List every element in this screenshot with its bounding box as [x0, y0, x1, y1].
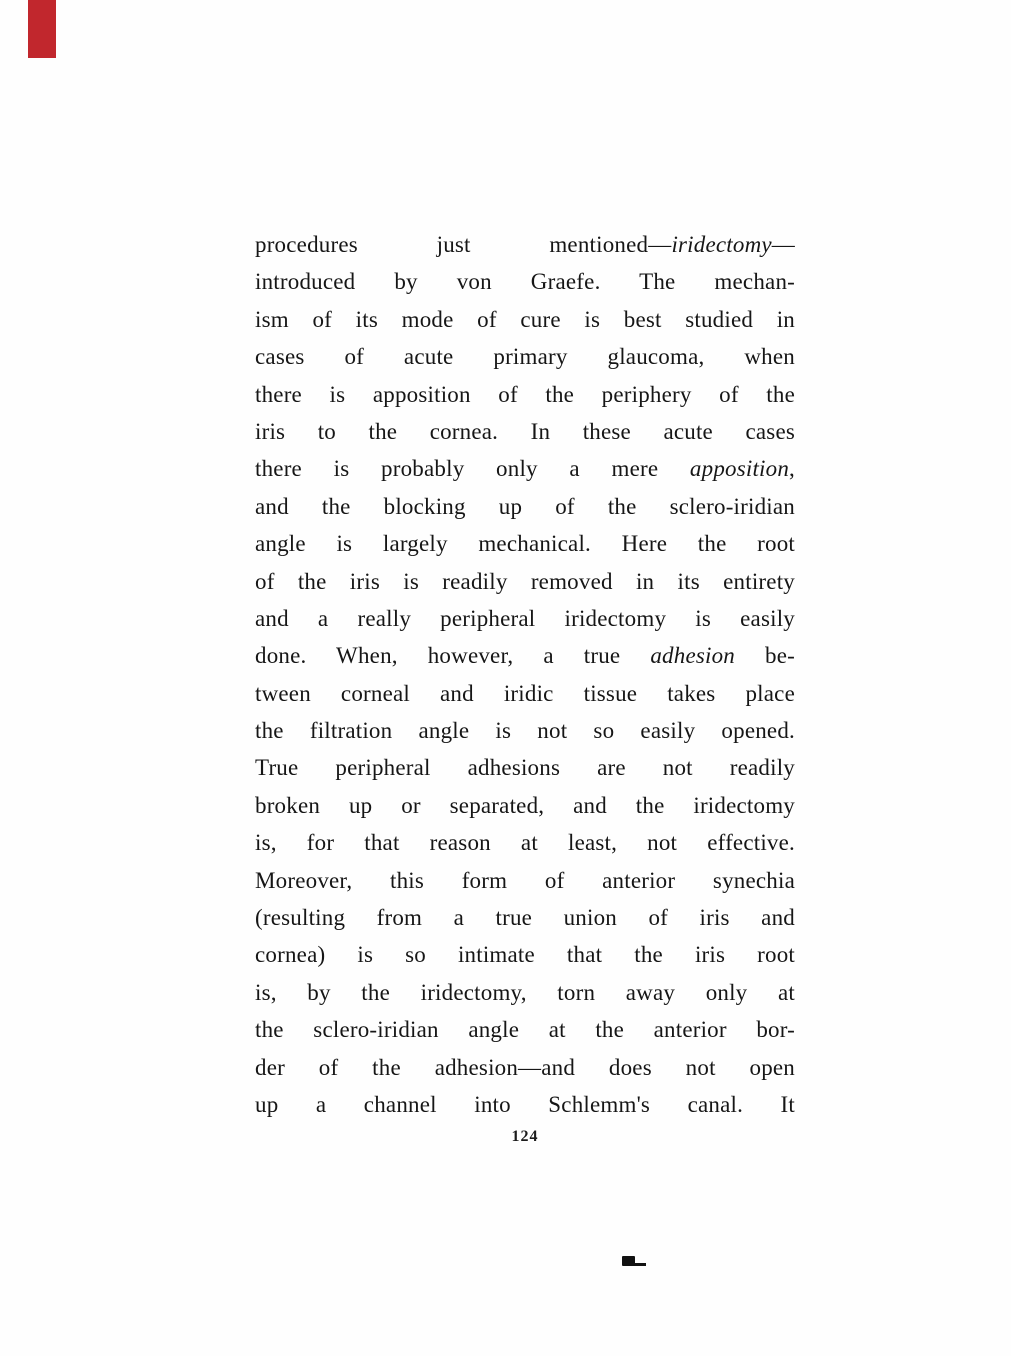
text-segment: is, for that reason at least, not effective.: [255, 830, 795, 856]
text-line: [255, 1049, 795, 1086]
text-line: [255, 413, 795, 450]
text-segment: up a channel into Schlemm's canal. It: [255, 1091, 795, 1117]
text-line: [255, 862, 795, 899]
text-line: [255, 675, 795, 712]
text-segment: introduced by von Graefe. The mechan-: [255, 269, 795, 295]
text-line: [255, 226, 795, 263]
text-segment: broken up or separated, and the iridectomy: [255, 792, 795, 818]
text-line: [255, 824, 795, 861]
text-segment: there is probably only a mere: [255, 456, 690, 482]
text-segment: cases of acute primary glaucoma, when: [255, 344, 795, 370]
text-segment: and the blocking up of the sclero-iridian: [255, 493, 795, 519]
text-line: [255, 749, 795, 786]
text-segment: there is apposition of the periphery of the: [255, 381, 795, 407]
text-segment: be-: [735, 643, 795, 669]
text-segment: —: [771, 232, 795, 257]
text-line: [255, 525, 795, 562]
text-segment: and a really peripheral iridectomy is easily: [255, 605, 795, 631]
text-segment: of the iris is readily removed in its entirety: [255, 568, 795, 594]
ink-smudge-artifact: [622, 1256, 652, 1270]
page-number: 124: [511, 1128, 539, 1145]
italic-text-segment: apposition: [689, 456, 790, 482]
text-segment: tween corneal and iridic tissue takes place: [255, 680, 795, 706]
text-line: [255, 712, 795, 749]
text-line: [255, 600, 795, 637]
text-line: [255, 301, 795, 338]
text-segment: the filtration angle is not so easily opened.: [255, 718, 795, 744]
text-line: [255, 450, 795, 487]
text-line: [255, 936, 795, 973]
ink-dash: [634, 1263, 646, 1266]
text-line: [255, 899, 795, 936]
text-line: [255, 1011, 795, 1048]
text-line: [255, 338, 795, 375]
text-segment: ,: [789, 456, 795, 482]
text-segment: iris to the cornea. In these acute cases: [255, 418, 795, 444]
text-line: [255, 1086, 795, 1123]
text-line: [255, 563, 795, 600]
text-segment: True peripheral adhesions are not readily: [255, 755, 795, 781]
body-text-block: [255, 226, 795, 1123]
text-segment: (resulting from a true union of iris and: [255, 905, 795, 931]
text-segment: ism of its mode of cure is best studied in: [255, 306, 795, 332]
text-line: [255, 787, 795, 824]
text-segment: done. When, however, a true: [255, 643, 651, 669]
text-line: [255, 974, 795, 1011]
text-segment: the sclero-iridian angle at the anterior bor-: [255, 1017, 795, 1043]
red-scan-artifact: [28, 0, 56, 58]
text-segment: angle is largely mechanical. Here the root: [255, 531, 795, 557]
text-segment: is, by the iridectomy, torn away only at: [255, 979, 795, 1005]
italic-text-segment: adhesion: [650, 643, 736, 669]
text-line: [255, 376, 795, 413]
text-line: [255, 488, 795, 525]
text-segment: cornea) is so intimate that the iris root: [255, 942, 795, 968]
text-segment: Moreover, this form of anterior synechia: [255, 867, 795, 893]
text-line: [255, 263, 795, 300]
italic-text-segment: iridectomy: [671, 232, 772, 257]
text-segment: procedures just mentioned—: [255, 232, 672, 257]
text-line: [255, 637, 795, 674]
text-segment: der of the adhesion—and does not open: [255, 1054, 795, 1080]
